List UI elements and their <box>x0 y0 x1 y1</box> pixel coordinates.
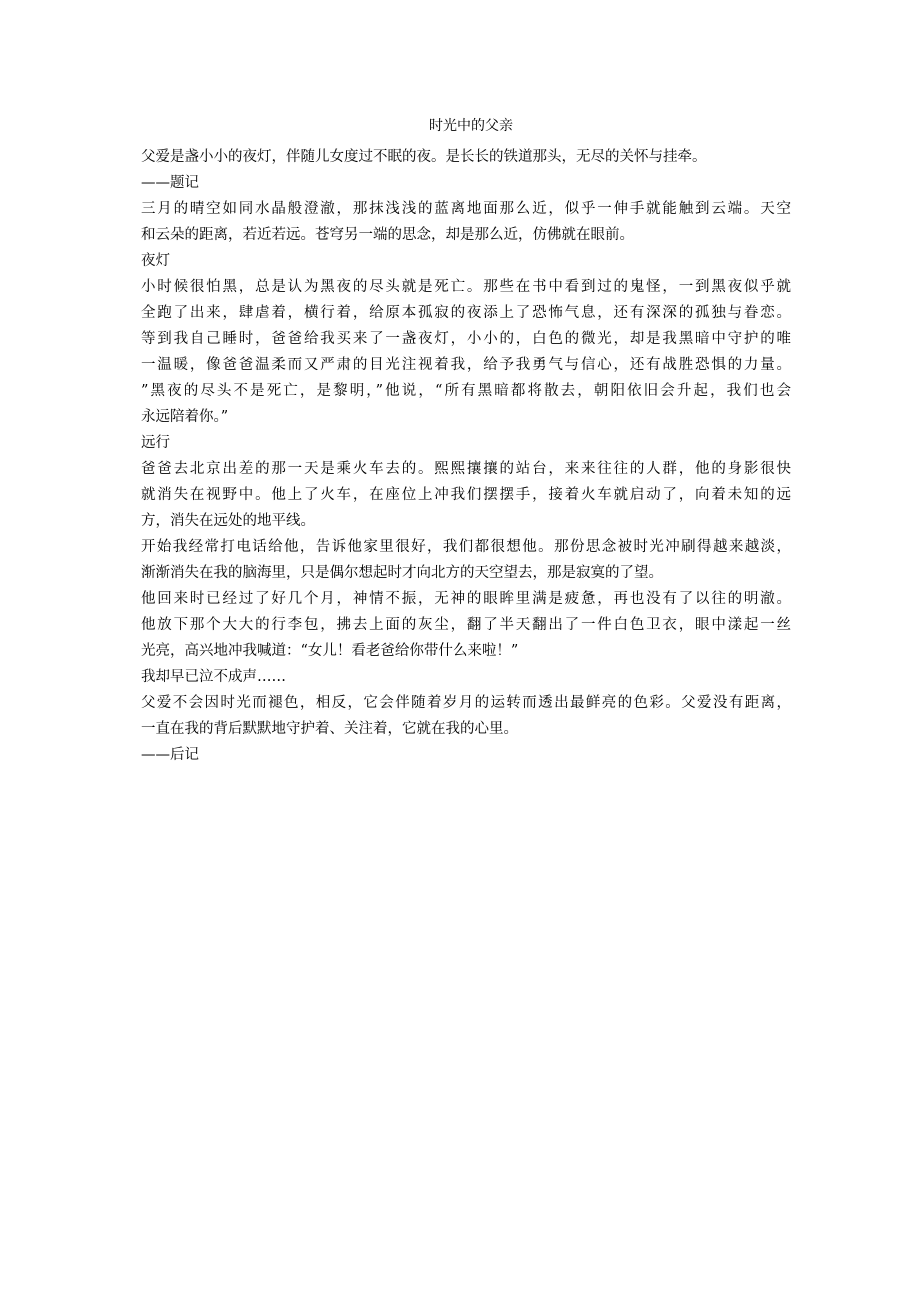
text-line: 三月的晴空如同水晶般澄澈，那抹浅浅的蓝离地面那么近，似乎一伸手就能触到云端。天空 <box>141 201 791 217</box>
text-line: 远行 <box>141 435 170 451</box>
text-line: 父爱不会因时光而褪色，相反，它会伴随着岁月的运转而透出最鲜亮的色彩。父爱没有距离， <box>141 695 791 711</box>
text-line: 他回来时已经过了好几个月，神情不振，无神的眼眸里满是疲惫，再也没有了以往的明澈。 <box>141 591 791 607</box>
text-line: 爸爸去北京出差的那一天是乘火车去的。熙熙攘攘的站台，来来往往的人群，他的身影很快 <box>141 461 791 477</box>
text-line: 就消失在视野中。他上了火车，在座位上冲我们摆摆手，接着火车就启动了，向着未知的远 <box>141 487 791 503</box>
document-page <box>141 116 791 768</box>
text-line: 开始我经常打电话给他，告诉他家里很好，我们都很想他。那份思念被时光冲刷得越来越淡， <box>141 539 791 555</box>
text-line: ——题记 <box>141 175 199 191</box>
text-line: 他放下那个大大的行李包，拂去上面的灰尘，翻了半天翻出了一件白色卫衣，眼中漾起一丝 <box>141 617 791 633</box>
text-line: 父爱是盏小小的夜灯，伴随儿女度过不眠的夜。是长长的铁道那头，无尽的关怀与挂牵。 <box>141 149 707 165</box>
text-line: 光亮，高兴地冲我喊道：“女儿！看老爸给你带什么来啦！” <box>141 643 519 659</box>
text-line: 夜灯 <box>141 253 170 269</box>
text-line: 和云朵的距离，若近若远。苍穹另一端的思念，却是那么近，仿佛就在眼前。 <box>141 227 634 243</box>
text-line: 等到我自己睡时，爸爸给我买来了一盏夜灯，小小的，白色的微光，却是我黑暗中守护的唯 <box>141 331 791 347</box>
text-line: 全跑了出来，肆虐着，横行着，给原本孤寂的夜添上了恐怖气息，还有深深的孤独与眷恋。 <box>141 305 791 321</box>
text-line: 一直在我的背后默默地守护着、关注着，它就在我的心里。 <box>141 721 518 737</box>
text-line: ”黑夜的尽头不是死亡，是黎明，”他说，“所有黑暗都将散去，朝阳依旧会升起，我们也会 <box>141 383 791 399</box>
document-body <box>141 144 791 768</box>
text-line: 小时候很怕黑，总是认为黑夜的尽头就是死亡。那些在书中看到过的鬼怪，一到黑夜似乎就 <box>141 279 791 295</box>
text-line: 我却早已泣不成声…… <box>141 669 286 685</box>
text-line: ——后记 <box>141 747 199 763</box>
text-line: 渐渐消失在我的脑海里，只是偶尔想起时才向北方的天空望去，那是寂寞的了望。 <box>141 565 663 581</box>
text-line: 永远陪着你。” <box>141 409 229 425</box>
text-line: 方，消失在远处的地平线。 <box>141 513 315 529</box>
document-title: 时光中的父亲 <box>429 118 513 134</box>
text-line: 一温暖，像爸爸温柔而又严肃的目光注视着我，给予我勇气与信心，还有战胜恐惧的力量。 <box>141 357 791 373</box>
